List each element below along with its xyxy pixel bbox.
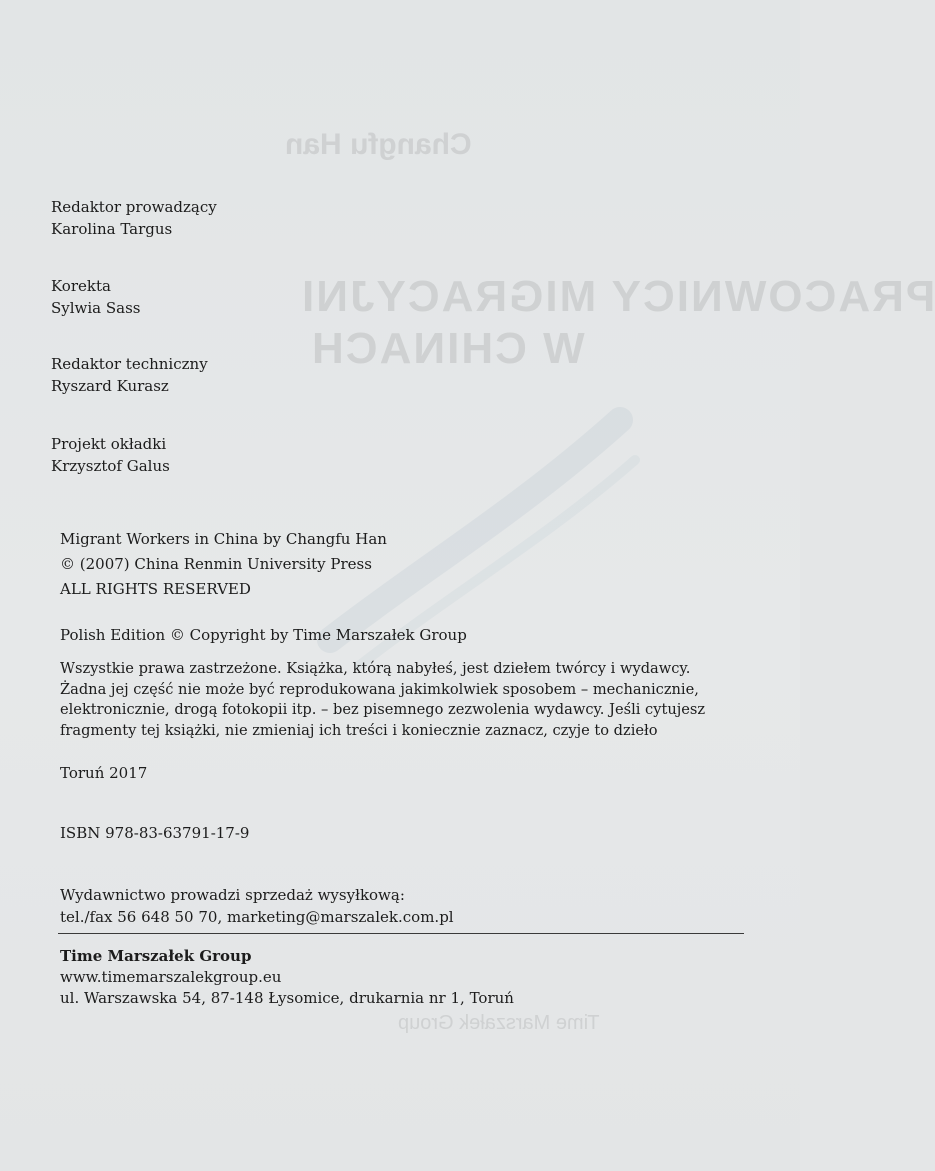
original-copyright-line: © (2007) China Renmin University Press xyxy=(60,555,372,573)
notice-line: fragmenty tej książki, nie zmieniaj ich treści i koniecznie zaznacz, czyje to dzieło xyxy=(60,721,658,739)
show-through-author: Changfu Han xyxy=(285,128,472,161)
notice-line: Żadna jej część nie może być reprodukowana jakimkolwiek sposobem – mechanicznie, xyxy=(60,680,699,698)
credit-technical-editor xyxy=(51,353,208,397)
notice-line: Wszystkie prawa zastrzeżone. Książka, którą nabyłeś, jest dziełem twórcy i wydawcy. xyxy=(60,660,691,677)
notice-line: elektronicznie, drogą fotokopii itp. – bez pisemnego zezwolenia wydawcy. Jeśli cytujesz xyxy=(60,701,706,718)
credit-role: Korekta xyxy=(51,277,111,295)
sales-info: Wydawnictwo prowadzi sprzedaż wysyłkową: xyxy=(60,886,405,904)
original-title-line: Migrant Workers in China by Changfu Han xyxy=(60,530,387,548)
divider xyxy=(58,933,744,934)
mail-order-sales xyxy=(60,884,454,928)
credit-role: Redaktor techniczny xyxy=(51,355,208,373)
credit-role: Redaktor prowadzący xyxy=(51,198,217,216)
credit-role: Projekt okładki xyxy=(51,435,167,453)
credit-proofreading xyxy=(51,275,141,319)
publisher-website: www.timemarszalekgroup.eu xyxy=(60,968,282,986)
polish-edition xyxy=(60,624,467,647)
publisher-block xyxy=(60,946,514,1009)
credit-person: Sylwia Sass xyxy=(51,299,141,317)
original-rights xyxy=(60,527,387,602)
publisher-address: ul. Warszawska 54, 87-148 Łysomice, drukarnia nr 1, Toruń xyxy=(60,989,514,1007)
show-through-title-line1: PRACOWNICY MIGRACYJNI xyxy=(300,272,935,321)
isbn xyxy=(60,822,249,845)
credit-cover-design xyxy=(51,433,170,477)
credit-person: Krzysztof Galus xyxy=(51,457,170,475)
show-through-title-line2: W CHINACH xyxy=(310,324,585,373)
all-rights-reserved: ALL RIGHTS RESERVED xyxy=(60,580,251,598)
rights-notice xyxy=(60,659,750,741)
sales-contact: tel./fax 56 648 50 70, marketing@marszalek.com.pl xyxy=(60,908,454,926)
isbn-text: ISBN 978-83-63791-17-9 xyxy=(60,824,250,842)
polish-edition-copyright: Polish Edition © Copyright by Time Marszałek Group xyxy=(60,626,467,644)
place-year-text: Toruń 2017 xyxy=(60,764,148,782)
place-and-year xyxy=(60,762,147,785)
credit-person: Ryszard Kurasz xyxy=(51,377,169,395)
show-through-publisher: Time Marszałek Group xyxy=(398,1012,600,1034)
credit-person: Karolina Targus xyxy=(51,220,173,238)
publisher-name: Time Marszałek Group xyxy=(60,947,252,965)
credit-managing-editor xyxy=(51,196,217,240)
